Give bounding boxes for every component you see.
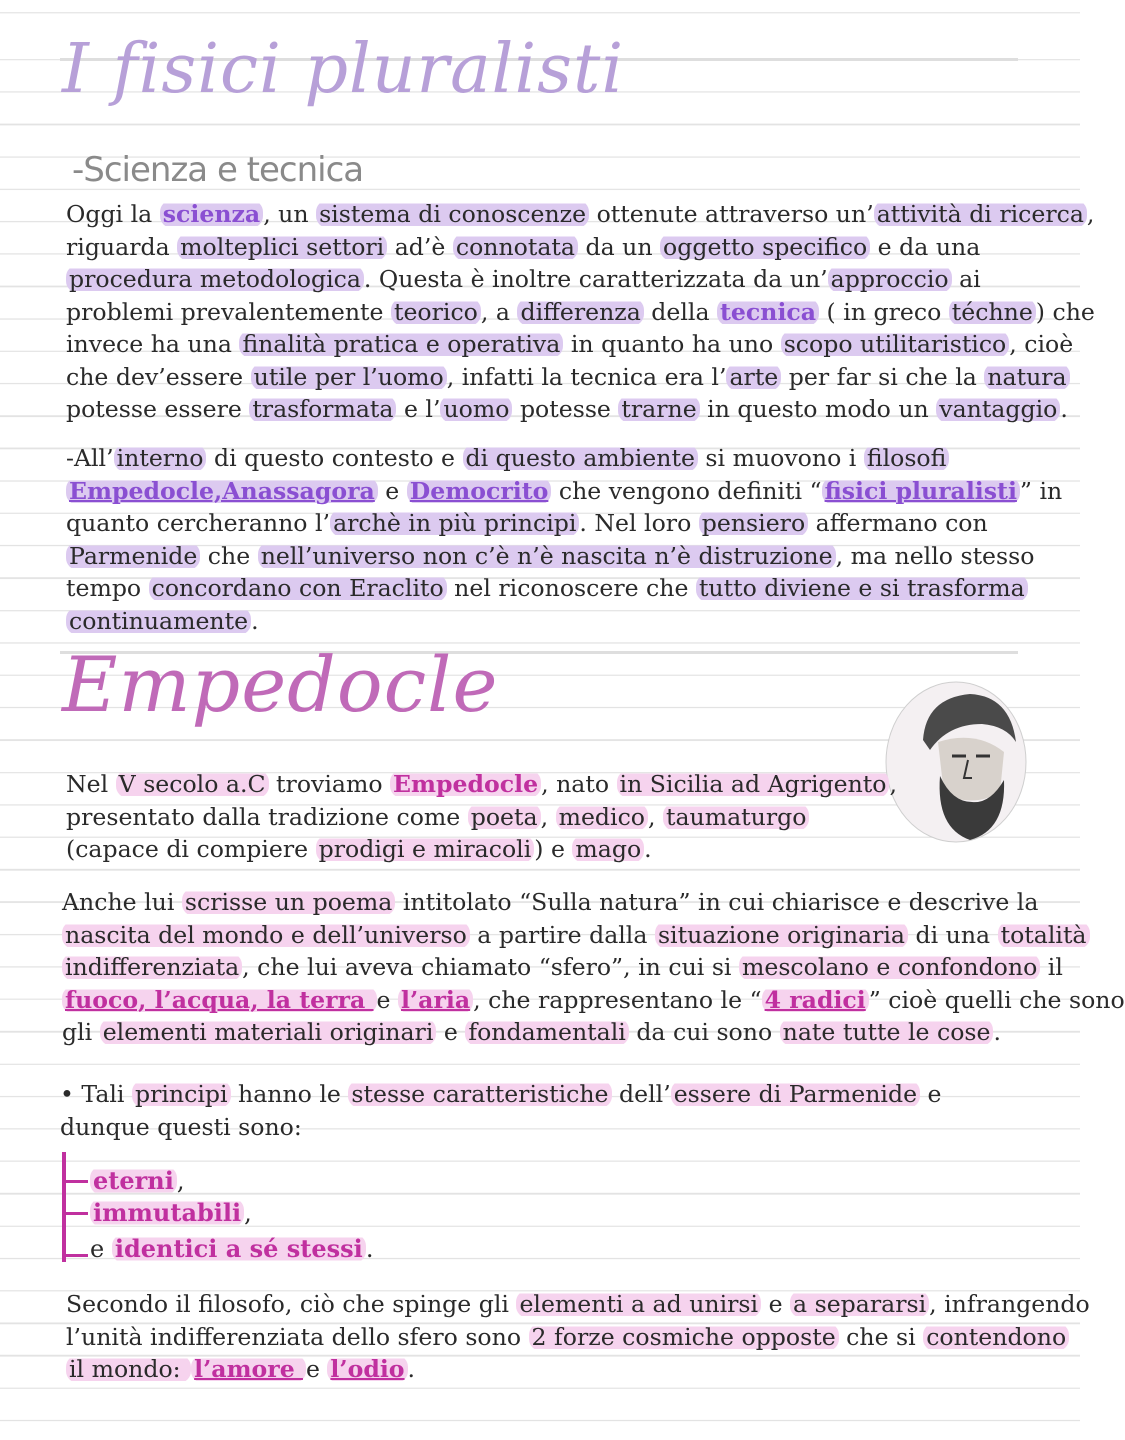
list-tick [62, 1254, 88, 1257]
highlighted-term: situazione originaria [655, 921, 908, 949]
paragraph-science [66, 198, 1095, 426]
text-line: gli elementi materiali originari e fondamentali da cui sono nate tutte le cose . [62, 1018, 1001, 1046]
highlighted-term: connotata [453, 233, 578, 261]
highlighted-term: l’amore [191, 1355, 306, 1383]
highlighted-term: arte [726, 363, 781, 391]
highlighted-term: continuamente [66, 607, 251, 635]
paragraph-empedocle-intro [66, 768, 1046, 866]
highlighted-term: trasformata [249, 395, 396, 423]
page-title: I fisici pluralisti [62, 30, 625, 109]
highlighted-term: medico [556, 803, 648, 831]
highlighted-term: nell’universo non c’è n’è nascita n’è distruzione [258, 542, 836, 570]
highlighted-term: totalità [998, 921, 1090, 949]
highlighted-term: immutabili [90, 1198, 244, 1227]
text-line: Nel V secolo a.C troviamo Empedocle , nato in Sicilia ad Agrigento , [66, 770, 897, 798]
highlighted-term: interno [114, 444, 207, 472]
list-item-identici: e identici a sé stessi . [90, 1234, 374, 1263]
highlighted-term: identici a sé stessi [112, 1234, 366, 1263]
highlighted-term: pensiero [699, 509, 808, 537]
text-line: presentato dalla tradizione come poeta , medico , taumaturgo [66, 801, 1046, 834]
highlighted-term: 4 radici [762, 986, 869, 1014]
highlighted-term: contendono [923, 1323, 1069, 1351]
list-tick [62, 1212, 88, 1215]
highlighted-term: concordano con Eraclito [149, 574, 447, 602]
highlighted-term: sistema di conoscenze [316, 200, 589, 228]
list-bracket [62, 1152, 66, 1262]
text-line: procedura metodologica . Questa è inoltre caratterizzata da un’ approccio ai [66, 263, 1046, 296]
highlighted-term: V secolo a.C [116, 770, 269, 798]
list-item-immutabili: immutabili , [90, 1198, 252, 1227]
paragraph-forces [66, 1288, 1090, 1386]
highlighted-term: archè in più principi [330, 509, 579, 537]
text-line: Parmenide che nell’universo non c’è n’è nascita n’è distruzione , ma nello stesso [66, 540, 1046, 573]
highlighted-term: elementi a ad unirsi [516, 1290, 761, 1318]
text-line: Empedocle,Anassagora e Democrito che vengono definiti “ fisici pluralisti ” in [66, 475, 1046, 508]
list-item-eterni: eterni , [90, 1166, 184, 1195]
highlighted-term: eterni [90, 1166, 177, 1195]
highlighted-term: scrisse un poema [182, 888, 395, 916]
highlighted-term: fisici pluralisti [822, 477, 1020, 505]
text-line: fuoco, l’acqua, la terra e l’aria , che rappresentano le “ 4 radici ” cioè quelli che sono [62, 984, 1042, 1017]
text-line: continuamente . [66, 605, 1046, 638]
section-subtitle: -Scienza e tecnica [72, 150, 364, 190]
highlighted-term: natura [984, 363, 1069, 391]
highlighted-term: l’aria [398, 986, 473, 1014]
highlighted-term: oggetto specifico [660, 233, 870, 261]
paragraph-principles [60, 1078, 1040, 1143]
highlighted-term: téchne [949, 298, 1036, 326]
highlighted-term: elementi materiali originari [100, 1018, 437, 1046]
text-line: Secondo il filosofo, ciò che spinge gli elementi a ad unirsi e a separarsi , infrangendo [66, 1290, 1090, 1318]
highlighted-term: mescolano e confondono [739, 953, 1040, 981]
text-line: dunque questi sono: [60, 1112, 302, 1141]
highlighted-term: scienza [160, 200, 263, 228]
highlighted-term: taumaturgo [663, 803, 809, 831]
highlighted-term: principi [132, 1080, 231, 1108]
highlighted-term: fuoco, l’acqua, la terra [62, 986, 377, 1014]
highlighted-term: finalità pratica e operativa [239, 330, 563, 358]
highlighted-term: prodigi e miracoli [316, 835, 535, 863]
highlighted-term: fondamentali [465, 1018, 628, 1046]
text-line: potesse essere trasformata e l’ uomo potesse trarne in questo modo un vantaggio . [66, 395, 1068, 423]
text-line: invece ha una finalità pratica e operativa in quanto ha uno scopo utilitaristico , cioè [66, 330, 1074, 358]
text-line: il mondo: l’amore e l’odio . [66, 1353, 1046, 1386]
highlighted-term: attività di ricerca [874, 200, 1087, 228]
highlighted-term: il mondo: [66, 1355, 191, 1383]
text-line: quanto cercheranno l’ archè in più principi . Nel loro pensiero affermano con [66, 509, 988, 537]
highlighted-term: di questo ambiente [463, 444, 698, 472]
highlighted-term: a separarsi [790, 1290, 929, 1318]
text-line: riguarda molteplici settori ad’è connotata da un oggetto specifico e da una [66, 232, 981, 261]
list-tick [62, 1180, 88, 1183]
text-line: l’unità indifferenziata dello sfero sono 2 forze cosmiche opposte che si contendono [66, 1321, 1046, 1354]
highlighted-term: tutto diviene e si trasforma [696, 574, 1028, 602]
highlighted-term: essere di Parmenide [671, 1080, 920, 1108]
text-line: -All’ interno di questo contesto e di questo ambiente si muovono i filosofi [66, 442, 1046, 475]
text-line: • Tali principi hanno le stesse caratteristiche dell’ essere di Parmenide e [60, 1080, 942, 1108]
highlighted-term: 2 forze cosmiche opposte [529, 1323, 839, 1351]
highlighted-term: uomo [440, 395, 512, 423]
highlighted-term: poeta [468, 803, 541, 831]
highlighted-term: Empedocle [390, 770, 541, 798]
highlighted-term: molteplici settori [177, 233, 387, 261]
highlighted-term: trarne [618, 395, 699, 423]
highlighted-term: nate tutte le cose [780, 1018, 994, 1046]
text-line: nascita del mondo e dell’universo a partire dalla situazione originaria di una totalità [62, 919, 1042, 952]
highlighted-term: in Sicilia ad Agrigento [617, 770, 890, 798]
highlighted-term: tecnica [717, 298, 819, 326]
text-line: (capace di compiere prodigi e miracoli ) e mago . [66, 835, 652, 863]
text-line: che dev’essere utile per l’uomo , infatti la tecnica era l’ arte per far si che la natura [66, 361, 1046, 394]
highlighted-term: l’odio [327, 1355, 407, 1383]
highlighted-term: approccio [828, 265, 952, 293]
paragraph-pluralists [66, 442, 1063, 637]
highlighted-term: indifferenziata [62, 953, 242, 981]
highlighted-term: procedura metodologica [66, 265, 364, 293]
highlighted-term: vantaggio [936, 395, 1060, 423]
section-title-empedocle: Empedocle [62, 640, 499, 729]
highlighted-term: filosofi [864, 444, 950, 472]
highlighted-term: utile per l’uomo [251, 363, 447, 391]
text-line: tempo concordano con Eraclito nel riconoscere che tutto diviene e si trasforma [66, 572, 1046, 605]
highlighted-term: Democrito [407, 477, 552, 505]
text-line: Oggi la scienza , un sistema di conoscenze ottenute attraverso un’ attività di ricerca , [66, 200, 1095, 228]
highlighted-term: nascita del mondo e dell’universo [62, 921, 470, 949]
text-line: Anche lui scrisse un poema intitolato “Sulla natura” in cui chiarisce e descrive la [62, 888, 1039, 916]
highlighted-term: stesse caratteristiche [348, 1080, 611, 1108]
highlighted-term: Parmenide [66, 542, 200, 570]
paragraph-poem [62, 886, 1125, 1049]
highlighted-term: mago [572, 835, 644, 863]
text-line: problemi prevalentemente teorico , a differenza della tecnica ( in greco téchne ) che [66, 297, 1095, 326]
highlighted-term: Empedocle,Anassagora [66, 477, 378, 505]
text-line: indifferenziata , che lui aveva chiamato “sfero”, in cui si mescolano e confondono il [62, 951, 1042, 984]
highlighted-term: scopo utilitaristico [781, 330, 1010, 358]
highlighted-term: differenza [517, 298, 643, 326]
highlighted-term: teorico [391, 298, 481, 326]
